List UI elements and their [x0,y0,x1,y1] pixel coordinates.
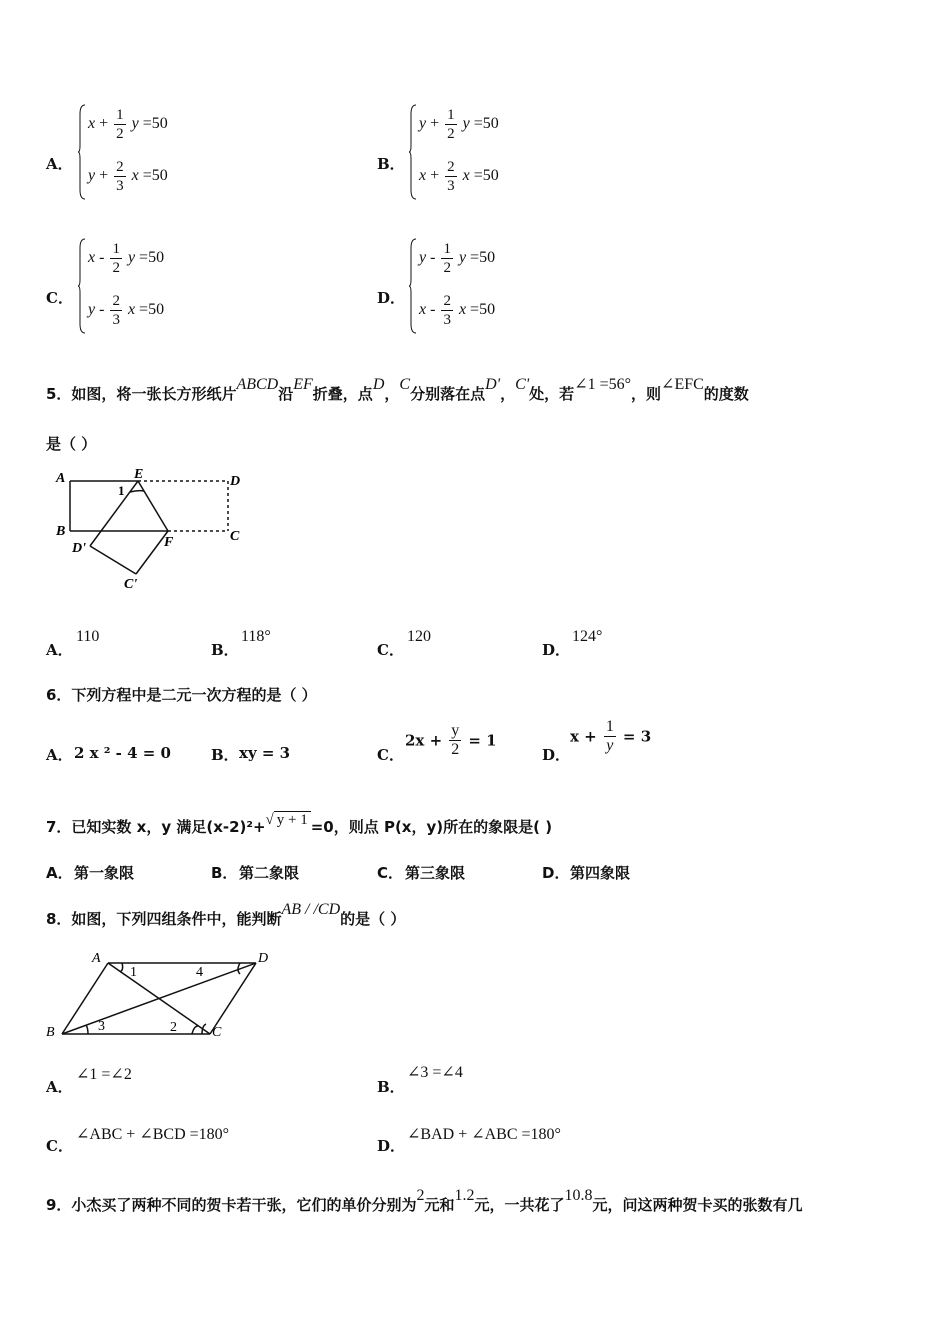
q7-option-c-value: 第三象限 [405,864,466,882]
q7-option-c-label[interactable]: C． [377,864,404,882]
label-d: D [258,951,269,966]
q5-option-c-label[interactable]: C． [377,641,404,659]
q7-option-d-value: 第四象限 [570,864,631,882]
question-5-stem: 5．如图，将一张长方形纸片ABCD沿EF折叠，点D，C分别落在点D'，C'处，若∠1 =56°，则∠EFC的度数 [46,376,749,403]
brace-icon [409,238,417,334]
q5-option-d-value: 124° [572,628,603,645]
option-a-label: A． [46,155,73,173]
equation-1: y - $\frac{1}{2}$ y =50 [419,241,496,276]
label-b: B [46,1025,55,1040]
q6-option-b-value: xy = 3 [239,744,291,762]
label-b: B [56,524,66,539]
q7-option-b-label[interactable]: B． [211,864,238,882]
sqrt-icon: √ [265,812,274,828]
label-angle-4: 4 [196,965,203,980]
segment-dc [210,963,256,1034]
q5-option-b-value: 118° [241,628,271,645]
angle-2-arc [192,1026,198,1034]
brace-icon [78,238,86,334]
label-angle-1: 1 [118,483,125,498]
question-8-stem: 8．如图，下列四组条件中，能判断AB / /CD的是（ ） [46,901,406,928]
angle-1-arc [130,491,144,492]
q7-option-d-label[interactable]: D． [542,864,570,882]
q6-option-a-label[interactable]: A． [46,746,73,764]
q8-option-c-label[interactable]: C． [46,1137,73,1155]
q5-option-d-label[interactable]: D． [542,641,571,659]
q8-option-d-label[interactable]: D． [377,1137,406,1155]
q8-option-b-value: ∠3 =∠4 [407,1064,463,1081]
q7-option-a-value: 第一象限 [74,864,135,882]
q8-option-c-value: ∠ABC + ∠BCD =180° [76,1126,230,1143]
segment-dprime-cprime [90,546,136,574]
label-a: A [56,471,66,486]
option-c-label: C． [46,289,73,307]
label-c-prime: C' [124,577,138,592]
brace-icon [409,104,417,200]
label-angle-1: 1 [130,965,137,980]
option-b-label: B． [377,155,405,173]
equation-2: y + $\frac{2}{3}$ x =50 [88,159,168,194]
question-5-stem-line2: 是（ ） [46,435,97,453]
brace-icon [78,104,86,200]
q8-option-d-value: ∠BAD + ∠ABC =180° [407,1126,561,1143]
label-angle-3: 3 [98,1019,105,1034]
parallelogram-figure [42,946,282,1046]
equation-1: x + $\frac{1}{2}$ y =50 [88,107,168,142]
q6-option-c-label[interactable]: C． [377,746,404,764]
q6-option-a-value: 2 x ² - 4 = 0 [74,744,171,762]
label-e: E [134,467,144,482]
q6-option-d-label[interactable]: D． [542,746,571,764]
question-7-stem: 7．已知实数 x，y 满足(x-2)²+√ y + 1 =0，则点 P(x，y)所在的象限是( ) [46,812,553,836]
q8-option-a-value: ∠1 =∠2 [76,1066,132,1083]
label-a: A [92,951,101,966]
q6-option-c-value: 2x + $\frac{y}{2}$ = 1 [405,722,497,758]
question-9-stem: 9．小杰买了两种不同的贺卡若干张，它们的单价分别为2元和1.2元，一共花了10.8元，问这两种贺卡买的张数有几 [46,1187,803,1214]
q5-option-c-value: 120 [407,628,431,645]
angle-3-arc [86,1025,88,1034]
label-f: F [164,535,174,550]
diagonal-bd [62,963,256,1034]
q7-option-b-value: 第二象限 [239,864,300,882]
label-d-prime: D' [72,541,86,556]
question-6-stem: 6．下列方程中是二元一次方程的是（ ） [46,686,317,704]
label-d: D [230,474,241,489]
label-c: C [212,1025,222,1040]
equation-1: y + $\frac{1}{2}$ y =50 [419,107,499,142]
label-angle-2: 2 [170,1020,177,1035]
sqrt-expression: √ y + 1 [266,812,311,829]
q5-option-b-label[interactable]: B． [211,641,239,659]
angle-1-arc [120,963,123,972]
segment-ed-prime [90,481,138,546]
q5-option-a-value: 110 [76,628,100,645]
fold-figure [50,462,260,592]
equation-2: y - $\frac{2}{3}$ x =50 [88,293,165,328]
q6-option-d-value: x + $\frac{1}{y}$ = 3 [570,718,652,754]
equation-2: x + $\frac{2}{3}$ x =50 [419,159,499,194]
equation-1: x - $\frac{1}{2}$ y =50 [88,241,165,276]
q5-option-a-label[interactable]: A． [46,641,73,659]
equation-2: x - $\frac{2}{3}$ x =50 [419,293,496,328]
q8-option-a-label[interactable]: A． [46,1078,73,1096]
option-d-label: D． [377,289,406,307]
q6-option-b-label[interactable]: B． [211,746,239,764]
q8-option-b-label[interactable]: B． [377,1078,405,1096]
label-c: C [230,529,240,544]
segment-ef [138,481,168,531]
q7-option-a-label[interactable]: A． [46,864,73,882]
